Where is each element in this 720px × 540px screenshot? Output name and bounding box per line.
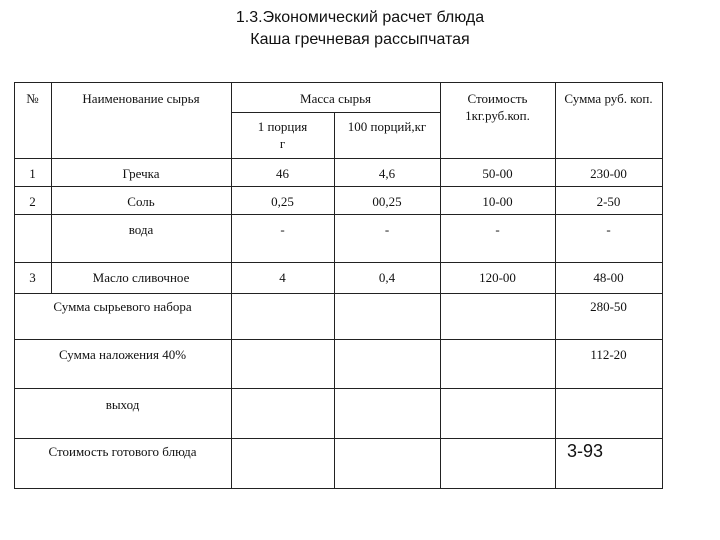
row-2-portion-100: 00,25 [372,194,402,209]
row-1-number: 1 [29,166,36,181]
row-3-cost: - [495,222,500,237]
raw-set-sum-value: 280-50 [590,299,627,314]
document-title: 1.3.Экономический расчет блюда [235,9,485,26]
row-4-name: Масло сливочное [92,270,190,285]
header-number: № [26,91,39,106]
row-4-sum: 48-00 [593,270,624,285]
row-2-cost: 10-00 [482,194,513,209]
final-cost-value: 3-93 [566,441,604,461]
row-4-number: 3 [29,270,36,285]
row-1-cost: 50-00 [482,166,513,181]
header-mass: Масса сырья [300,91,371,106]
header-portion-1-line1: 1 порция [257,119,308,134]
header-cost-line1: Стоимость [467,91,528,106]
row-1-portion-100: 4,6 [378,166,396,181]
header-portion-1-line2: г [279,136,286,151]
row-3-portion-100: - [384,222,390,237]
dish-name: Каша гречневая рассыпчатая [250,31,470,48]
header-name: Наименование сырья [82,91,200,106]
final-cost-label: Стоимость готового блюда [48,444,197,459]
row-2-number: 2 [29,194,36,209]
markup-sum-label: Сумма наложения 40% [58,347,187,362]
row-2-portion-1: 0,25 [271,194,294,209]
output-label: выход [105,397,140,412]
row-4-portion-1: 4 [279,270,286,285]
row-3-sum: - [606,222,611,237]
markup-sum-value: 112-20 [590,347,627,362]
header-portion-100: 100 порций,кг [347,119,427,134]
row-4-cost: 120-00 [479,270,516,285]
header-sum: Сумма руб. коп. [564,91,653,106]
row-1-sum: 230-00 [590,166,627,181]
row-2-sum: 2-50 [596,194,621,209]
row-1-portion-1: 46 [276,166,289,181]
header-cost-line2: 1кг.руб.коп. [465,108,530,123]
row-1-name: Гречка [122,166,160,181]
row-4-portion-100: 0,4 [378,270,396,285]
raw-set-sum-label: Сумма сырьевого набора [53,299,192,314]
row-2-name: Соль [127,194,155,209]
row-3-portion-1: - [280,222,285,237]
row-3-name: вода [128,222,154,237]
